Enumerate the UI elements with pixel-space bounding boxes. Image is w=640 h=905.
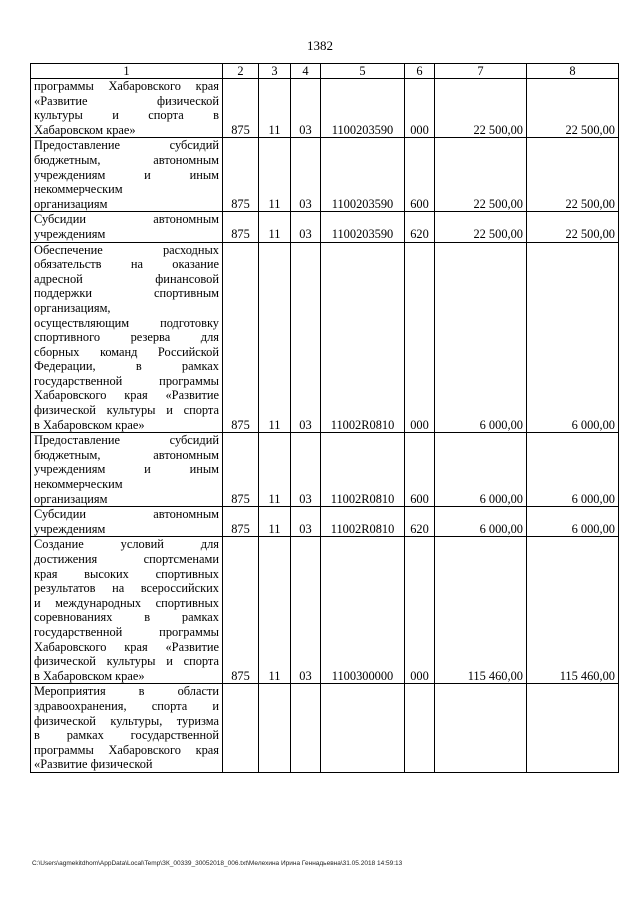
header-cell: 4 [291,64,321,79]
expense-type-code: 000 [405,79,435,138]
subsection-code: 03 [291,507,321,537]
description-line: результатов на всероссийских [34,581,219,596]
row-description [31,684,223,773]
description-line: учреждениям [34,521,106,536]
table-row [31,79,619,138]
table-row [31,138,619,212]
description-line: организациям [34,196,108,211]
row-description [31,212,223,242]
description-line: Предоставление субсидий [34,138,219,153]
subsection-code: 03 [291,242,321,433]
header-cell: 2 [223,64,259,79]
row-description [31,537,223,684]
table-row [31,537,619,684]
row-description [31,507,223,537]
amount-total: 22 500,00 [527,79,619,138]
description-line: культуры и спорта в [34,108,219,123]
row-description [31,138,223,212]
description-line: «Развитие физической [34,757,153,772]
description-line: сборных команд Российской [34,344,219,359]
section-code: 11 [259,212,291,242]
description-line: осуществляющим подготовку [34,315,219,330]
table-row [31,212,619,242]
description-line: учреждениям [34,226,106,241]
ved-code: 875 [223,242,259,433]
description-line: Создание условий для [34,537,219,552]
amount-total: 6 000,00 [527,242,619,433]
ved-code: 875 [223,507,259,537]
amount-total: 6 000,00 [527,507,619,537]
amount-2018: 22 500,00 [435,138,527,212]
description-line: некоммерческим [34,477,123,492]
description-line: организациям, [34,300,111,315]
description-line: учреждениям и иным [34,462,219,477]
ved-code [223,684,259,773]
description-line: Обеспечение расходных [34,242,219,257]
description-line: физической культуры и спорта [34,403,219,418]
subsection-code: 03 [291,79,321,138]
description-line: государственной программы [34,373,219,388]
description-line: поддержки спортивным [34,286,219,301]
description-line: Федерации, в рамках [34,359,219,374]
amount-2018: 115 460,00 [435,537,527,684]
target-article-code: 1100203590 [321,212,405,242]
ved-code: 875 [223,138,259,212]
amount-total: 22 500,00 [527,212,619,242]
target-article-code: 11002R0810 [321,507,405,537]
description-line: бюджетным, автономным [34,447,219,462]
expense-type-code [405,684,435,773]
ved-code: 875 [223,212,259,242]
description-line: бюджетным, автономным [34,152,219,167]
expense-type-code: 000 [405,242,435,433]
description-line: Хабаровском крае» [34,122,136,137]
header-cell: 1 [31,64,223,79]
row-description [31,433,223,507]
row-description [31,242,223,433]
subsection-code: 03 [291,212,321,242]
table-row [31,242,619,433]
ved-code: 875 [223,433,259,507]
description-line: Субсидии автономным [34,507,219,522]
expense-type-code: 600 [405,433,435,507]
budget-table [30,63,619,773]
subsection-code: 03 [291,433,321,507]
description-line: некоммерческим [34,182,123,197]
target-article-code: 11002R0810 [321,242,405,433]
description-line: Предоставление субсидий [34,433,219,448]
description-line: физической культуры, туризма [34,713,219,728]
section-code: 11 [259,507,291,537]
description-line: Хабаровского края «Развитие [34,388,219,403]
header-cell: 7 [435,64,527,79]
description-line: края высоких спортивных [34,566,219,581]
description-line: программы Хабаровского края [34,79,219,93]
amount-2018: 22 500,00 [435,212,527,242]
description-line: Субсидии автономным [34,212,219,227]
header-cell: 3 [259,64,291,79]
description-line: обязательств на оказание [34,257,219,272]
description-line: физической культуры и спорта [34,654,219,669]
description-line: Хабаровского края «Развитие [34,639,219,654]
description-line: государственной программы [34,624,219,639]
description-line: организациям [34,491,108,506]
amount-total: 115 460,00 [527,537,619,684]
expense-type-code: 620 [405,507,435,537]
target-article-code: 1100203590 [321,79,405,138]
amount-2018: 22 500,00 [435,79,527,138]
description-line: и международных спортивных [34,595,219,610]
description-line: спортивного резерва для [34,330,219,345]
target-article-code: 1100300000 [321,537,405,684]
section-code: 11 [259,242,291,433]
page-number: 1382 [307,38,333,53]
section-code: 11 [259,537,291,684]
subsection-code: 03 [291,537,321,684]
ved-code: 875 [223,79,259,138]
section-code: 11 [259,79,291,138]
amount-2018: 6 000,00 [435,433,527,507]
description-line: в Хабаровском крае» [34,668,145,683]
file-path-footer: C:\Users\agmekitdhom\AppData\Local\Temp\ЗК_00339_30052018_006.txt\Мелехина Ирина Геннадьевна\31.05.2018 14:59:13 [32,860,403,867]
description-line: в Хабаровском крае» [34,417,145,432]
section-code: 11 [259,138,291,212]
expense-type-code: 000 [405,537,435,684]
ved-code: 875 [223,537,259,684]
amount-total: 6 000,00 [527,433,619,507]
amount-2018: 6 000,00 [435,507,527,537]
amount-total: 22 500,00 [527,138,619,212]
section-code: 11 [259,433,291,507]
description-line: адресной финансовой [34,271,219,286]
header-cell: 5 [321,64,405,79]
amount-total [527,684,619,773]
section-code [259,684,291,773]
description-line: достижения спортсменами [34,552,219,566]
expense-type-code: 600 [405,138,435,212]
row-description [31,79,223,138]
subsection-code [291,684,321,773]
description-line: Мероприятия в области [34,684,219,699]
description-line: учреждениям и иным [34,167,219,182]
target-article-code: 11002R0810 [321,433,405,507]
expense-type-code: 620 [405,212,435,242]
table-row [31,507,619,537]
header-cell: 8 [527,64,619,79]
target-article-code: 1100203590 [321,138,405,212]
header-cell: 6 [405,64,435,79]
amount-2018 [435,684,527,773]
header-row [31,64,619,79]
target-article-code [321,684,405,773]
subsection-code: 03 [291,138,321,212]
description-line: соревнованиях в рамках [34,610,219,625]
table-row [31,684,619,773]
table-row [31,433,619,507]
description-line: в рамках государственной [34,728,219,743]
description-line: программы Хабаровского края [34,742,219,757]
amount-2018: 6 000,00 [435,242,527,433]
description-line: «Развитие физической [34,93,219,108]
description-line: здравоохранения, спорта и [34,698,219,713]
